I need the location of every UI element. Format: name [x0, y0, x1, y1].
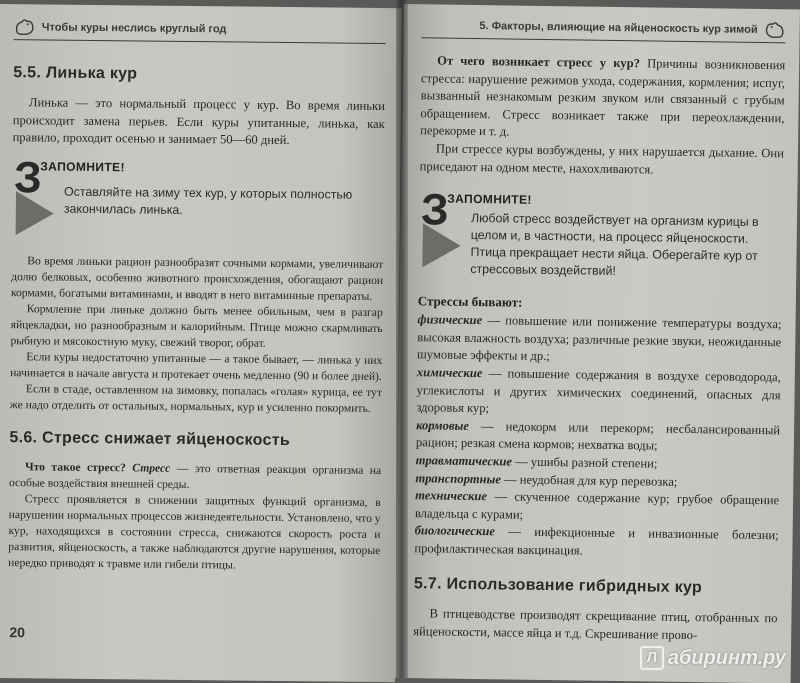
running-head-title: Чтобы куры неслись круглый год — [41, 21, 227, 36]
paragraph: В птицеводстве производят скрещивание птиц, отобранных по яйценоскости, массе яйца и т.д. Скрешивание прово- — [413, 606, 778, 643]
stress-item: химические — повышение содержания в воздухе сероводорода, углекислоты и других химических соединений, опасных для здоровья кур; — [416, 365, 781, 416]
stress-item: биологические — инфекционные и инвазионные болезни; профилактическая вакцинация. — [414, 523, 779, 558]
labirint-watermark — [640, 646, 786, 670]
running-head-title: 5. Факторы, влияющие на яйценоскость кур зимой — [479, 20, 758, 36]
running-head-right — [422, 12, 786, 43]
stress-item: технические — скученное содержание кур; грубое обращение владельца с курами; — [414, 488, 780, 522]
remember-mark-icon: З — [12, 157, 59, 237]
book-gutter — [396, 0, 408, 678]
stress-item: травматические — ушибы разной степени; — [415, 453, 658, 471]
section-title-5-5: 5.5. Линька кур — [13, 64, 138, 83]
page-number: 20 — [9, 624, 26, 641]
paragraph: Стресс проявляется в снижении защитных функций организма, в нарушении нормальных процессов жизнедеятельности. Установлено, что у кур, находящихся в состоянии стресса, снижаются скорость роста и развития, яйценоскость, а также наблюдаются другие нарушения, которые нередко приводят к травме или гибели птицы. — [8, 492, 381, 572]
paragraph: При стрессе куры возбуждены, у них нарушается дыхание. Они приседают на одном месте, нахохливаются. — [419, 141, 785, 177]
left-page — [0, 4, 402, 682]
note-label: ЗАПОМНИТЕ! — [447, 191, 532, 207]
paragraph: Во время линьки рацион разнообразят сочными кормами, увеличивают долю белковых, особенно животного происхождения, обогащают рацион кормами, богатыми витаминами, и вводят в него витаминные препараты. — [10, 254, 384, 303]
stress-list — [414, 293, 782, 562]
remember-note — [418, 185, 783, 282]
running-head-left — [14, 14, 386, 44]
note-text: Оставляйте на зиму тех кур, у которых полностью закончилась линька. — [63, 184, 353, 217]
paragraph-rest: — это ответная реакция организма на особые воздействия внешней среды. — [8, 461, 382, 491]
question-lead: От чего возникает стресс у кур? — [437, 53, 641, 71]
note-label: ЗАПОМНИТЕ! — [40, 159, 125, 175]
term: Стресс — [132, 461, 171, 475]
right-page — [395, 4, 800, 683]
paragraph — [9, 459, 381, 495]
paragraph: Линька — это нормальный процесс у кур. Во время линьки происходит замена перьев. Если куры упитанные, линька, как правило, проходит осенью и занимает 50—60 дней. — [12, 95, 386, 148]
paragraph-rest: Причины возникновения стресса: нарушение режимов ухода, содержания, кормления; испуг, вызванный незнакомым резким звуком или связанный с грубым обращением. Стресс возникает также при переохлаждении, перекорме и т. д. — [420, 56, 786, 139]
section-title-5-6: 5.6. Стресс снижает яйценоскость — [9, 428, 291, 449]
remember-note — [12, 152, 385, 241]
remember-mark-icon: З — [418, 189, 465, 270]
section-title-5-7: 5.7. Использование гибридных кур — [413, 575, 703, 597]
paragraph: Если в стаде, оставленном на зимовку, попалась «голая» курица, ее тут же надо отделить от остальных, нормальных, кур и усиленно покормить. — [9, 382, 383, 415]
stress-item: транспортные — неудобная для кур перевозка; — [415, 470, 678, 489]
hen-icon — [14, 17, 36, 37]
paragraph: Кормление при линьке должно быть менее обильным, чем в разгар яйцекладки, но разнообразным и калорийным. Птице можно скармливать рыбную и мясокостную муку, свежий творог, обрат. — [10, 302, 383, 350]
labirint-logo-icon: Л — [640, 646, 664, 670]
stress-item: физические — повышение или понижение температуры воздуха; высокая влажность воздуха; различные резкие звуки, неожиданные шумовые эффекты и др.; — [417, 312, 782, 364]
stress-list-heading: Стрессы бывают: — [417, 293, 523, 310]
stress-item: кормовые — недокорм или перекорм; несбалансированный рацион; резкая смена кормов; нехватка воды; — [415, 417, 781, 453]
paragraph — [420, 52, 785, 145]
watermark-text: абиринт.ру — [667, 646, 786, 669]
paragraph: Если куры недостаточно упитанные — а такое бывает, — линька у них начинается в начале августа и протекает очень медленно (90 и более дней). — [10, 350, 383, 383]
question-lead: Что такое стресс? — [25, 460, 126, 475]
note-text: Любой стресс воздействует на организм курицы в целом и, в частности, на процесс яйценоскости. Птица прекращает нести яйца. Оберегайте кур от стрессовых воздействий! — [470, 211, 759, 279]
hen-icon — [764, 20, 786, 40]
